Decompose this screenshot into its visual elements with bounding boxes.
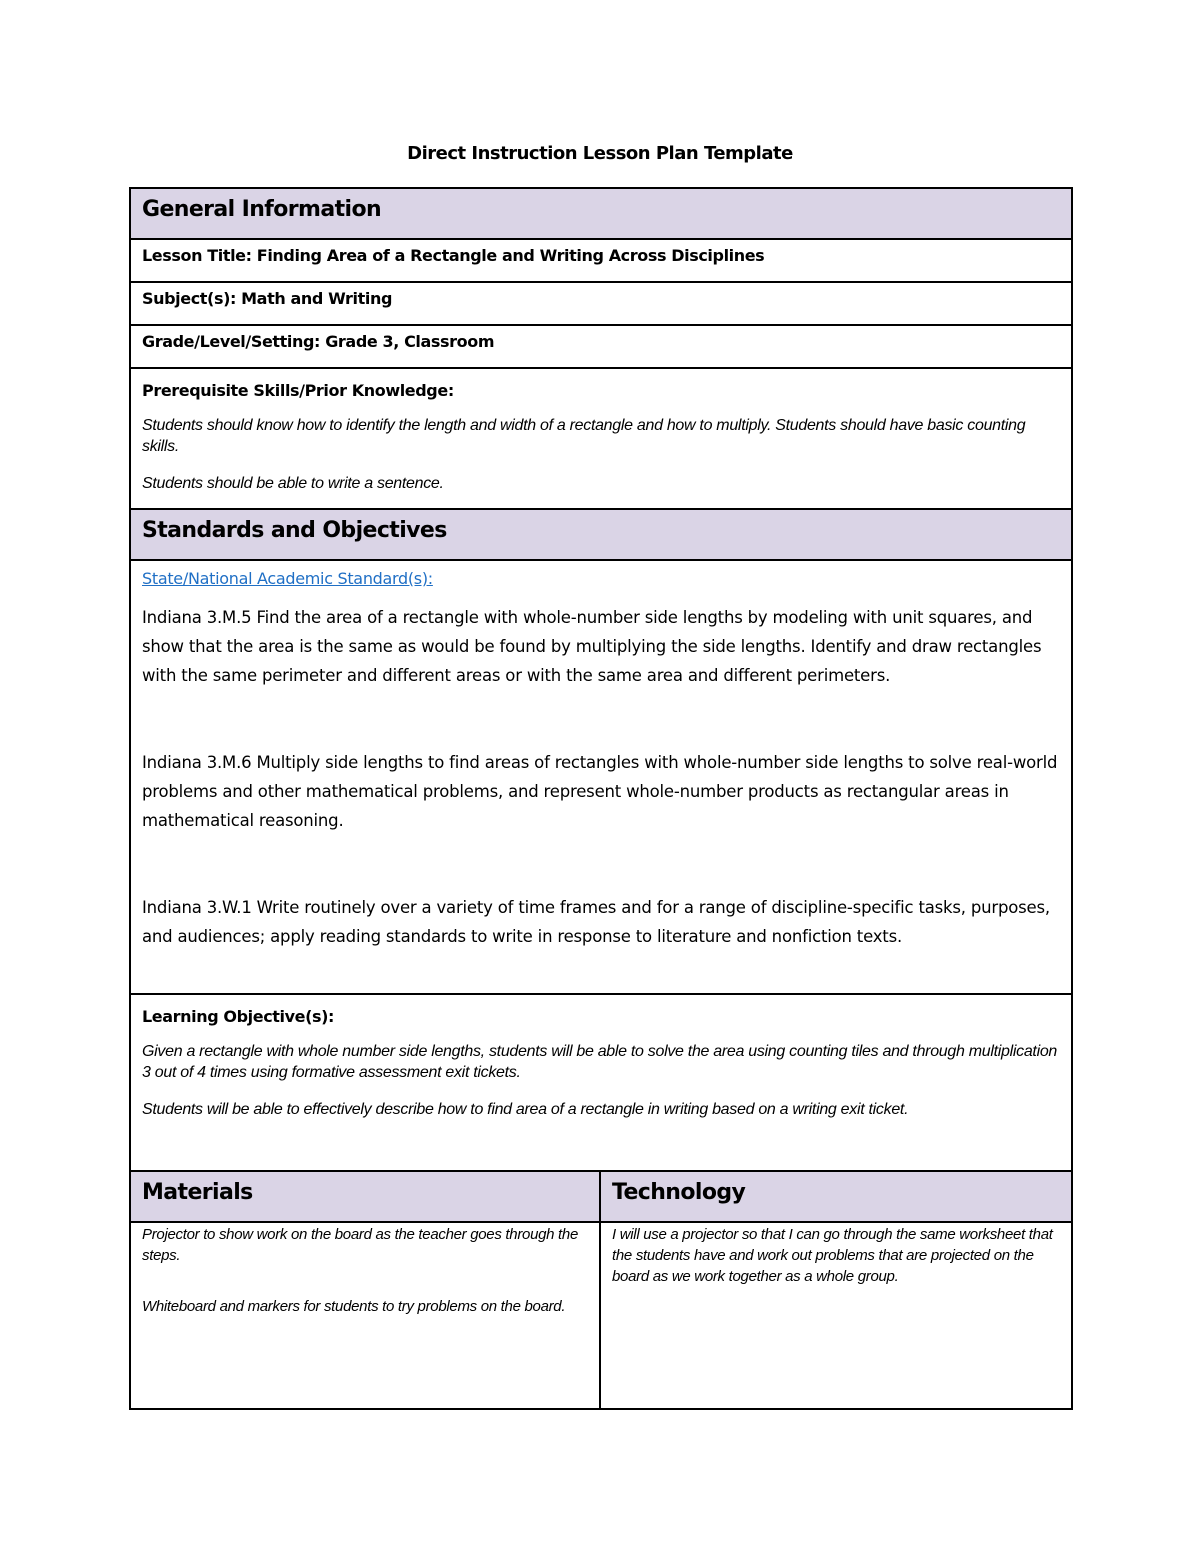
learning-objective-cell <box>130 994 1072 1171</box>
prerequisite-text-1: Students should know how to identify the length and width of a rectangle and how to multiply. Students should have basic counting skills. <box>142 417 1026 455</box>
technology-item-1: I will use a projector so that I can go through the same worksheet that the students have and work out problems that are projected on the board as we work together as a whole group. <box>612 1226 1053 1285</box>
general-information-header-row <box>130 188 1072 239</box>
technology-heading: Technology <box>600 1171 1072 1222</box>
standard-3m5: Indiana 3.M.5 Find the area of a rectangle with whole-number side lengths by modeling with unit squares, and show that the area is the same as would be found by multiplying the side lengths. Identify and draw rectangles with the same perimeter and different areas or with the same area and different perimeters. <box>142 608 1042 685</box>
standards-row <box>130 560 1072 994</box>
standard-3w1: Indiana 3.W.1 Write routinely over a variety of time frames and for a range of discipline-specific tasks, purposes, and audiences; apply reading standards to write in response to literature and nonfiction texts. <box>142 898 1050 946</box>
prerequisite-row <box>130 368 1072 509</box>
prerequisite-text-2: Students should be able to write a sentence. <box>142 475 444 492</box>
materials-item-1: Projector to show work on the board as the teacher goes through the steps. <box>142 1226 579 1264</box>
lesson-plan-table <box>129 187 1073 1410</box>
standards-objectives-heading: Standards and Objectives <box>130 509 1072 560</box>
materials-technology-row <box>130 1222 1072 1409</box>
technology-cell <box>600 1222 1072 1409</box>
learning-objective-2: Students will be able to effectively describe how to find area of a rectangle in writing based on a writing exit ticket. <box>142 1101 909 1118</box>
prerequisite-cell <box>130 368 1072 509</box>
document-title: Direct Instruction Lesson Plan Template <box>407 143 793 164</box>
subjects-row <box>130 282 1072 325</box>
lesson-title: Lesson Title: Finding Area of a Rectangle and Writing Across Disciplines <box>130 239 1072 282</box>
academic-standards-link[interactable]: State/National Academic Standard(s): <box>142 569 433 588</box>
general-information-heading: General Information <box>130 188 1072 239</box>
materials-technology-header-row <box>130 1171 1072 1222</box>
lesson-title-row <box>130 239 1072 282</box>
materials-cell <box>130 1222 600 1409</box>
materials-heading: Materials <box>130 1171 600 1222</box>
prerequisite-label: Prerequisite Skills/Prior Knowledge: <box>142 381 454 400</box>
subjects: Subject(s): Math and Writing <box>130 282 1072 325</box>
learning-objective-label: Learning Objective(s): <box>142 1007 335 1026</box>
standards-cell <box>130 560 1072 994</box>
standards-header-row <box>130 509 1072 560</box>
standard-3m6: Indiana 3.M.6 Multiply side lengths to find areas of rectangles with whole-number side lengths to solve real-world problems and other mathematical problems, and represent whole-number products as rectangular areas in mathematical reasoning. <box>142 753 1058 830</box>
materials-item-2: Whiteboard and markers for students to try problems on the board. <box>142 1298 566 1315</box>
grade-row <box>130 325 1072 368</box>
learning-objective-1: Given a rectangle with whole number side lengths, students will be able to solve the area using counting tiles and through multiplication 3 out of 4 times using formative assessment exit tickets. <box>142 1043 1058 1081</box>
learning-objective-row <box>130 994 1072 1171</box>
grade-level-setting: Grade/Level/Setting: Grade 3, Classroom <box>130 325 1072 368</box>
